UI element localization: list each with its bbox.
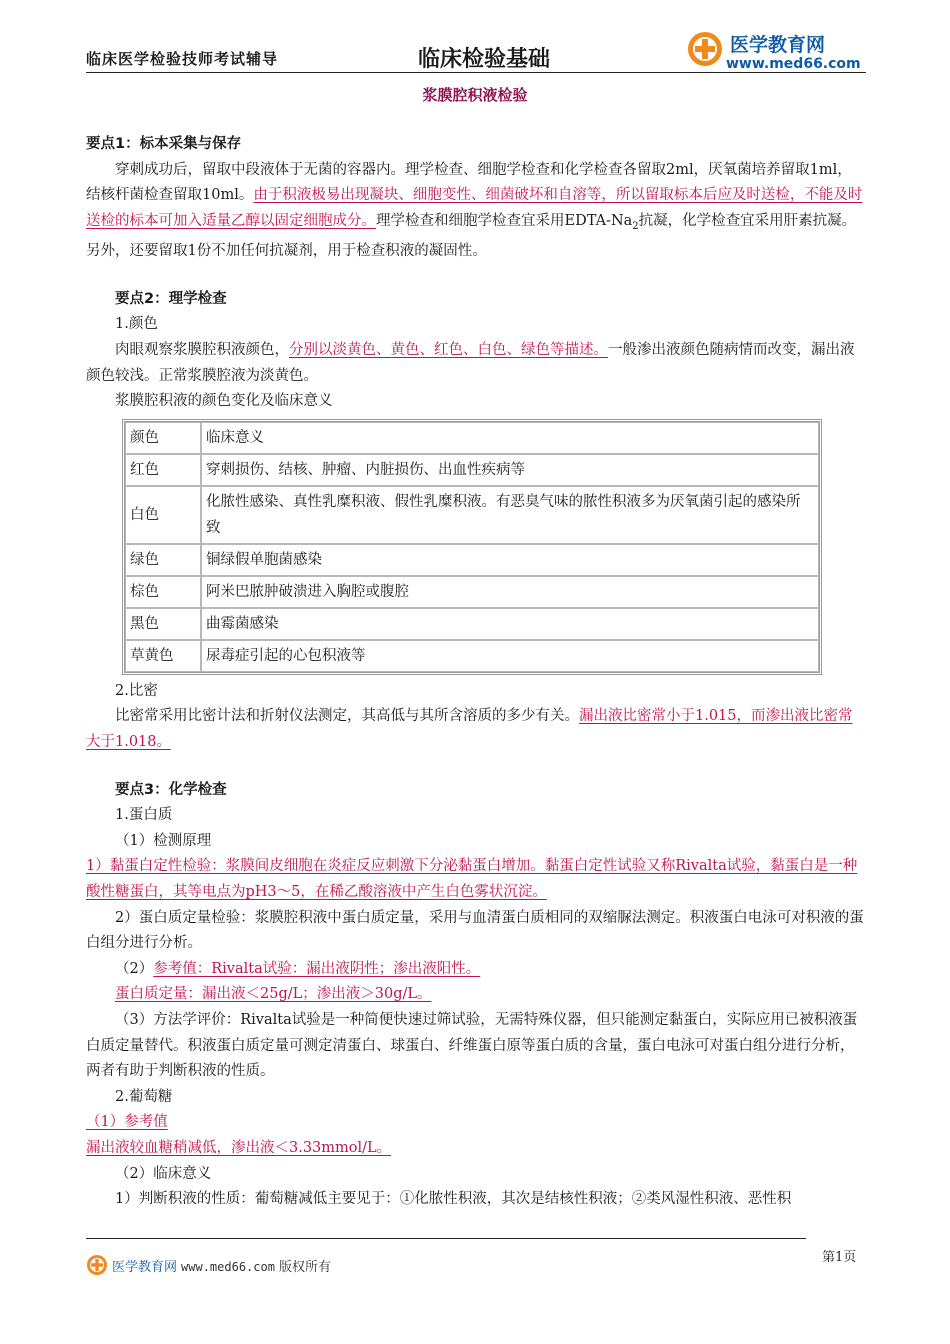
- table-row: [125, 576, 819, 608]
- text-run: （2）: [115, 960, 154, 977]
- table-row: [125, 544, 819, 576]
- text-run: 理学检查和细胞学检查宜采用EDTA-Na: [376, 212, 633, 229]
- highlight-text: 分别以淡黄色、黄色、红色、白色、绿色等描述。: [289, 342, 608, 359]
- table-header-cell: 颜色: [125, 422, 201, 454]
- paragraph-clinical: 1）判断积液的性质：葡萄糖减低主要见于：①化脓性积液，其次是结核性积液；②类风湿性积液、恶性积: [115, 1191, 792, 1208]
- logo-url: www.med66.com: [726, 56, 861, 72]
- course-name: 临床医学检验技师考试辅导: [86, 50, 279, 68]
- paragraph-reference: [86, 957, 866, 983]
- table-cell-meaning: 曲霉菌感染: [201, 608, 819, 640]
- paragraph-specific-gravity: [86, 704, 866, 755]
- text-run: 比密常采用比密计法和折射仪法测定，其高低与其所含溶质的多少有关。: [115, 708, 579, 725]
- table-row: [125, 608, 819, 640]
- table-cell-meaning: 化脓性感染、真性乳糜积液、假性乳糜积液。有恶臭气味的脓性积液多为厌氧菌引起的感染所致: [201, 486, 819, 544]
- highlight-text: 漏出液较血糖稍减低，渗出液＜3.33mmol/L。: [86, 1139, 392, 1156]
- paragraph-glucose-ref: [86, 1136, 866, 1162]
- highlight-text: 漏出液比密常小于1.015，而渗出液比密常大于1.018。: [86, 708, 853, 751]
- header-divider: [86, 72, 866, 73]
- page-number: 第1页: [822, 1250, 857, 1265]
- table-cell-meaning: 穿刺损伤、结核、肿瘤、内脏损伤、出血性疾病等: [201, 454, 819, 486]
- section-heading-2: 要点2：理学检查: [115, 290, 227, 307]
- subheading-principle: （1）检测原理: [115, 832, 212, 849]
- paragraph-method-eval: （3）方法学评价：Rivalta试验是一种简便快速过筛试验，无需特殊仪器，但只能测定黏蛋白，实际应用已被积液蛋白质定量替代。积液蛋白质定量可测定清蛋白、球蛋白、纤维蛋白原等蛋白质的含量，蛋白电泳可对蛋白组分进行分析，两者有助于判断积液的性质。: [86, 1011, 858, 1080]
- table-cell-color: 绿色: [125, 544, 201, 576]
- color-significance-table: [122, 419, 822, 675]
- table-cell-meaning: 铜绿假单胞菌感染: [201, 544, 819, 576]
- footer-copyright: 版权所有: [278, 1260, 331, 1275]
- text-run: 穿刺成功后，留取中段液体于无菌的容器内。理学检查、细胞学检查和化学检查各留取2ml，厌氧菌培养留取1ml，结核杆菌检查留取10ml。: [86, 161, 852, 204]
- highlight-text: （1）参考值: [86, 1114, 168, 1131]
- document-subtitle: 浆膜腔积液检验: [422, 86, 528, 104]
- subscript: 2: [632, 220, 639, 232]
- page-header: [86, 28, 866, 76]
- subheading-protein: 1.蛋白质: [115, 807, 173, 824]
- table-header-cell: 临床意义: [201, 422, 819, 454]
- text-run: 抗凝，化学检查宜采用肝素抗凝。另外，还要留取1份不加任何抗凝剂，用于检查积液的凝固性。: [86, 212, 857, 260]
- paragraph-protein-quant: 2）蛋白质定量检验：浆膜腔积液中蛋白质定量，采用与血清蛋白质相同的双缩脲法测定。积液蛋白电泳可对积液的蛋白组分进行分析。: [86, 909, 864, 952]
- footer-site: 医学教育网: [112, 1260, 178, 1275]
- table-row: [125, 486, 819, 544]
- paragraph-mucin-test: [86, 854, 866, 905]
- paragraph-glucose-ref-label: [86, 1110, 866, 1136]
- section-heading-3: 要点3：化学检查: [115, 781, 227, 798]
- section-heading-1: 要点1：标本采集与保存: [86, 136, 242, 152]
- document-body: [86, 132, 866, 1213]
- text-run: 肉眼观察浆膜腔积液颜色，: [115, 342, 289, 359]
- logo-cross-icon: [686, 30, 724, 68]
- subheading-glucose: 2.葡萄糖: [115, 1088, 173, 1105]
- footer-divider: [86, 1238, 806, 1239]
- table-row: [125, 640, 819, 672]
- table-cell-color: 红色: [125, 454, 201, 486]
- paragraph-color: [86, 338, 866, 389]
- logo-name: 医学教育网: [730, 34, 826, 56]
- table-cell-color: 白色: [125, 486, 201, 544]
- highlight-text: 参考值：Rivalta试验：漏出液阴性；渗出液阳性。: [153, 960, 481, 977]
- paragraph-protein-ref: [86, 982, 866, 1008]
- page-title: 临床检验基础: [418, 47, 551, 72]
- subheading-specific-gravity: 2.比密: [115, 682, 158, 699]
- table-header-row: [125, 422, 819, 454]
- footer-brand: [112, 1256, 331, 1275]
- table-cell-color: 黑色: [125, 608, 201, 640]
- site-logo[interactable]: [686, 28, 866, 74]
- highlight-text: 蛋白质定量：漏出液＜25g/L；渗出液＞30g/L。: [115, 986, 432, 1003]
- footer-logo-icon: [86, 1254, 108, 1276]
- text-run: 一般渗出液颜色随病情而改变，漏出液颜色较浅。正常浆膜腔液为淡黄色。: [86, 342, 855, 384]
- table-cell-color: 草黄色: [125, 640, 201, 672]
- footer-url[interactable]: www.med66.com: [181, 1260, 275, 1274]
- table-caption: 浆膜腔积液的颜色变化及临床意义: [115, 393, 333, 410]
- table-cell-meaning: 阿米巴脓肿破溃进入胸腔或腹腔: [201, 576, 819, 608]
- table-cell-color: 棕色: [125, 576, 201, 608]
- highlight-text: 由于积液极易出现凝块、细胞变性、细菌破坏和自溶等，所以留取标本后应及时送检，不能及时送检的标本可加入适量乙醇以固定细胞成分。: [86, 187, 863, 229]
- subheading-color: 1.颜色: [115, 316, 158, 333]
- table-row: [125, 454, 819, 486]
- subheading-clinical: （2）临床意义: [115, 1165, 212, 1182]
- highlight-text: 1）黏蛋白定性检验：浆膜间皮细胞在炎症反应刺激下分泌黏蛋白增加。黏蛋白定性试验又称Rivalta试验，黏蛋白是一种酸性糖蛋白，其等电点为pH3～5，在稀乙酸溶液中产生白色雾状沉淀。: [86, 858, 858, 900]
- paragraph-sample-collection: [86, 158, 866, 265]
- table-cell-meaning: 尿毒症引起的心包积液等: [201, 640, 819, 672]
